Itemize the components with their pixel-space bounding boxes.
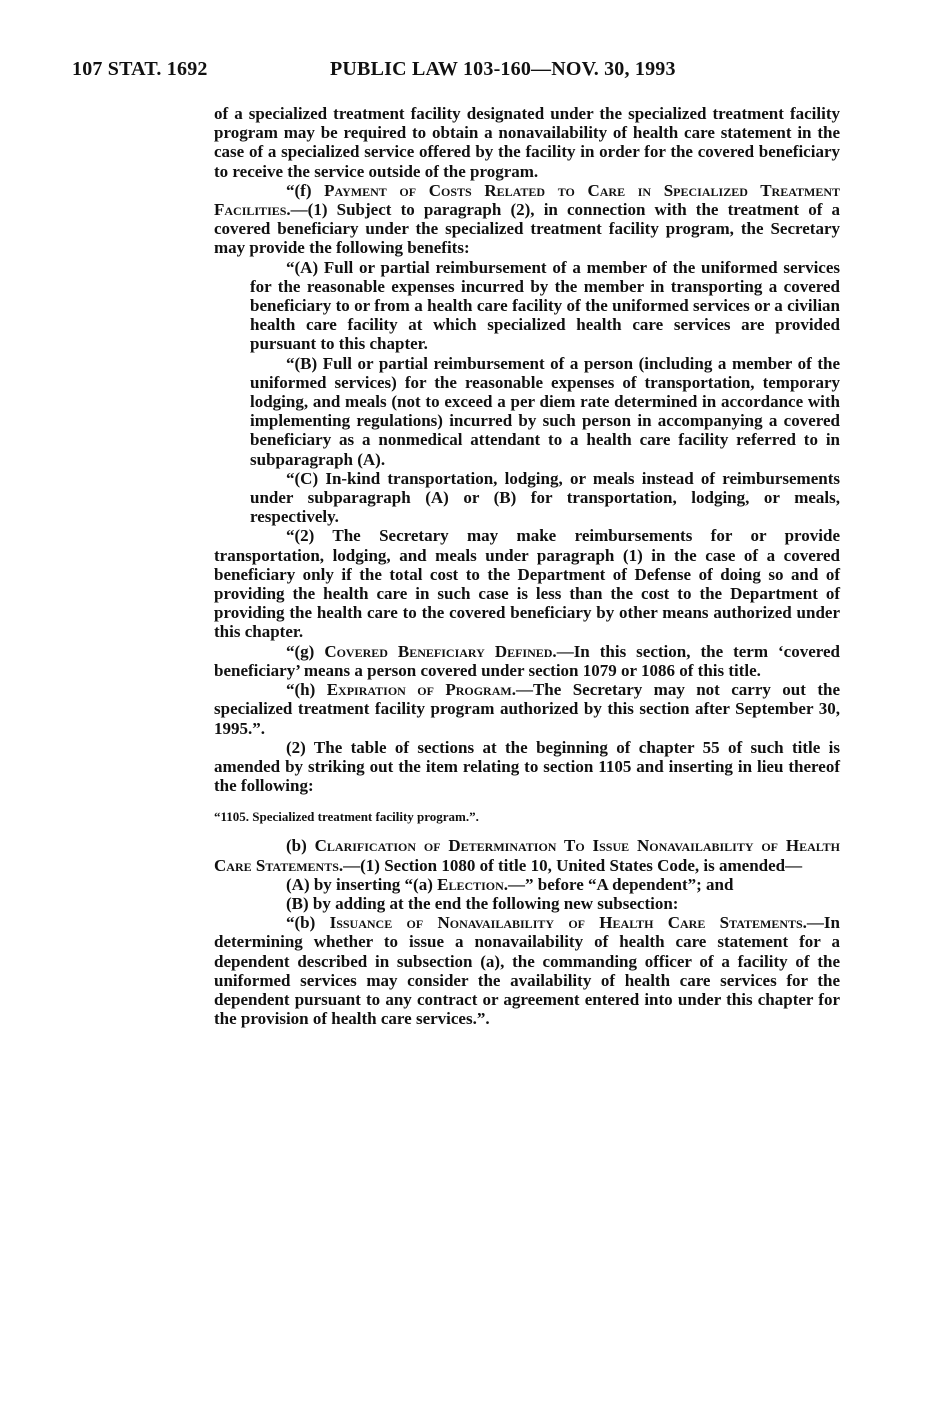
amendment-a-pre: (A) by inserting “(a) xyxy=(286,874,433,894)
subsection-h-text: —The Secretary may not carry out the specialized treatment facility program authorized by this section after September 30, 1995.”. xyxy=(214,680,840,738)
subsection-g xyxy=(214,642,840,680)
table-of-sections-entry: “1105. Specialized treatment facility program.”. xyxy=(214,809,479,825)
subsection-h-lead: “(h) xyxy=(286,680,316,700)
subsection-b-heading: Clarification of Determination To Issue Nonavailability of Health Care Statements. xyxy=(214,836,840,875)
subsection-h-heading: Expiration of Program. xyxy=(326,680,516,700)
statute-page-number: 107 STAT. 1692 xyxy=(72,58,208,80)
amendment-a-post: —” before “A dependent”; and xyxy=(508,874,734,894)
paragraph-continuation: of a specialized treatment facility designated under the specialized treatment facility program may be required to obtain a nonavailability of health care statement in the case of a specialized service offered by the facility in order for the covered beneficiary to receive the service outside of the program. xyxy=(214,104,840,181)
subsection-g-lead: “(g) xyxy=(286,641,315,661)
subsection-g-text: —In this section, the term ‘covered beneficiary’ means a person covered under section 1079 or 1086 of this title. xyxy=(214,641,840,680)
new-subsection-b xyxy=(214,913,840,1028)
public-law-citation: PUBLIC LAW 103-160—NOV. 30, 1993 xyxy=(330,58,676,80)
subsection-f-lead: “(f) xyxy=(286,180,312,200)
new-subsection-b-text: —In determining whether to issue a nonavailability of health care statement for a dependent described in subsection (a), the commanding officer of a facility of the uniformed services may consider the availability of health care services for the dependent pursuant to any contract or agreement entered into under this chapter for the provision of health care services.”. xyxy=(214,913,840,1029)
subsection-g-heading: Covered Beneficiary Defined. xyxy=(324,641,557,661)
subsection-f-text: —(1) Subject to paragraph (2), in connection with the treatment of a covered beneficiary under the specialized treatment facility program, the Secretary may provide the following benefits: xyxy=(214,200,840,258)
amendment-a-election: Election. xyxy=(437,874,509,894)
subparagraph-b: “(B) Full or partial reimbursement of a person (including a member of the uniformed services) for the reasonable expenses of transportation, temporary lodging, and meals (not to exceed a per diem rate determined in accordance with implementing regulations) incurred by such person in accompanying a covered beneficiary as a nonmedical attendant to a health care facility referred to in subparagraph (A). xyxy=(250,353,840,469)
paragraph-2: “(2) The Secretary may make reimbursements for or provide transportation, lodging, and meals under paragraph (1) in the case of a covered beneficiary only if the total cost to the Department of Defense of doing so and of providing the health care in such case is less than the cost to the Department of providing the health care to the covered beneficiary by other means authorized under this chapter. xyxy=(214,526,840,642)
subsection-b-clarification xyxy=(214,836,840,874)
subparagraph-a: “(A) Full or partial reimbursement of a member of the uniformed services for the reasonable expenses incurred by the member in transporting a covered beneficiary to or from a health care facility of the uniformed services or a civilian health care facility at which specialized health care services are provided pursuant to this chapter. xyxy=(250,257,840,354)
new-subsection-b-lead: “(b) xyxy=(286,913,316,933)
subparagraph-c: “(C) In-kind transportation, lodging, or meals instead of reimbursements under subparagraph (A) or (B) for transportation, lodging, or meals, respectively. xyxy=(250,468,840,527)
subsection-h xyxy=(214,680,840,738)
new-subsection-b-heading: Issuance of Nonavailability of Health Care Statements. xyxy=(329,913,807,933)
subsection-f xyxy=(214,181,840,258)
body-text xyxy=(214,104,840,1028)
amendment-b: (B) by adding at the end the following new subsection: xyxy=(286,893,679,913)
subsection-b-lead: (b) xyxy=(286,836,307,856)
subsection-f-heading: Payment of Costs Related to Care in Specialized Treatment Facilities. xyxy=(214,180,840,220)
subsection-b-text: —(1) Section 1080 of title 10, United States Code, is amended— xyxy=(343,855,803,875)
table-amendment-paragraph: (2) The table of sections at the beginning of chapter 55 of such title is amended by striking out the item relating to section 1105 and inserting in lieu thereof the following: xyxy=(214,737,840,796)
amendment-a xyxy=(214,875,840,894)
